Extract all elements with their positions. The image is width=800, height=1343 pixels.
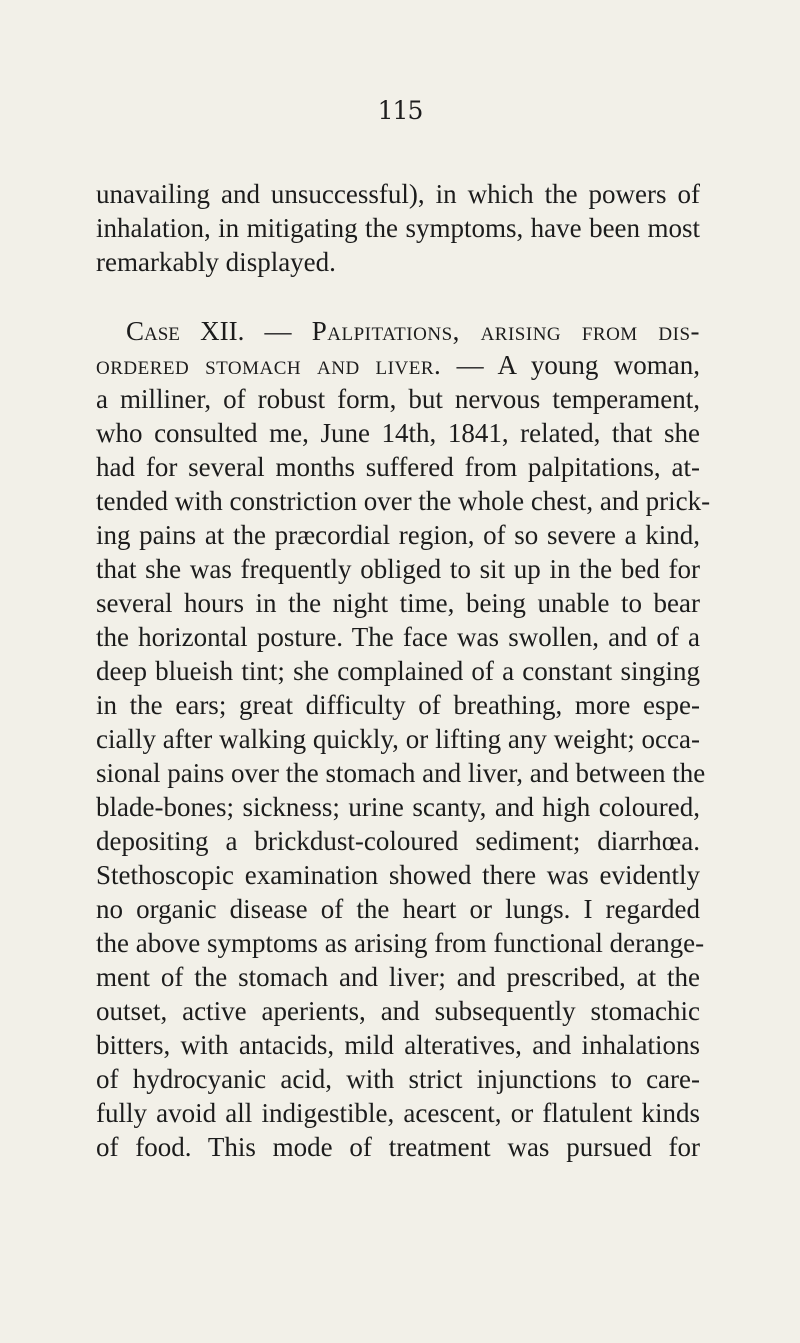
text-line: sional pains over the stomach and liver, and between the <box>96 758 706 788</box>
text-line: remarkably displayed. <box>96 247 336 277</box>
text-line: in the ears; great difficulty of breathing, more espe- <box>96 690 700 720</box>
em-dash: — <box>244 316 312 346</box>
case-heading-line <box>96 349 700 381</box>
text-line: bitters, with antacids, mild alteratives, and inhalations <box>96 1030 700 1060</box>
text-line: of hydrocyanic acid, with strict injunctions to care- <box>96 1064 700 1094</box>
page-number: 115 <box>377 96 423 125</box>
text-line: tended with constriction over the whole chest, and prick- <box>96 486 711 516</box>
text-line: cially after walking quickly, or lifting any weight; occa- <box>96 724 700 754</box>
text-line: deep blueish tint; she complained of a constant singing <box>96 656 700 686</box>
text-line: of food. This mode of treatment was pursued for <box>96 1132 700 1162</box>
case-title-continued: ordered stomach and liver. <box>96 350 442 380</box>
text-line: Stethoscopic examination showed there was evidently <box>96 860 700 890</box>
em-dash: — <box>441 350 498 380</box>
text-line: had for several months suffered from palpitations, at- <box>96 452 700 482</box>
text-line: several hours in the night time, being unable to bear <box>96 588 700 618</box>
text-line: that she was frequently obliged to sit up in the bed for <box>96 554 700 584</box>
text-line: the horizontal posture. The face was swollen, and of a <box>96 622 700 652</box>
text-line: no organic disease of the heart or lungs. I regarded <box>96 894 700 924</box>
case-title: Palpitations, arising from dis- <box>311 316 700 346</box>
text-line: unavailing and unsuccessful), in which the powers of <box>96 179 700 209</box>
case-number: Case XII. <box>126 316 245 346</box>
text-line: who consulted me, June 14th, 1841, related, that she <box>96 418 700 448</box>
case-heading-line <box>126 315 700 347</box>
text-line: blade-bones; sickness; urine scanty, and high coloured, <box>96 792 700 822</box>
text-line: fully avoid all indigestible, acescent, or flatulent kinds <box>96 1098 700 1128</box>
text-line: ment of the stomach and liver; and prescribed, at the <box>96 962 700 992</box>
text-line: inhalation, in mitigating the symptoms, have been most <box>96 213 700 243</box>
text-line: the above symptoms as arising from functional derange- <box>96 928 705 958</box>
text-line: a milliner, of robust form, but nervous temperament, <box>96 384 700 414</box>
case-text-start: A young woman, <box>497 350 700 380</box>
text-line: ing pains at the præcordial region, of so severe a kind, <box>96 520 700 550</box>
text-line: depositing a brickdust-coloured sediment; diarrhœa. <box>96 826 700 856</box>
text-line: outset, active aperients, and subsequently stomachic <box>96 996 700 1026</box>
